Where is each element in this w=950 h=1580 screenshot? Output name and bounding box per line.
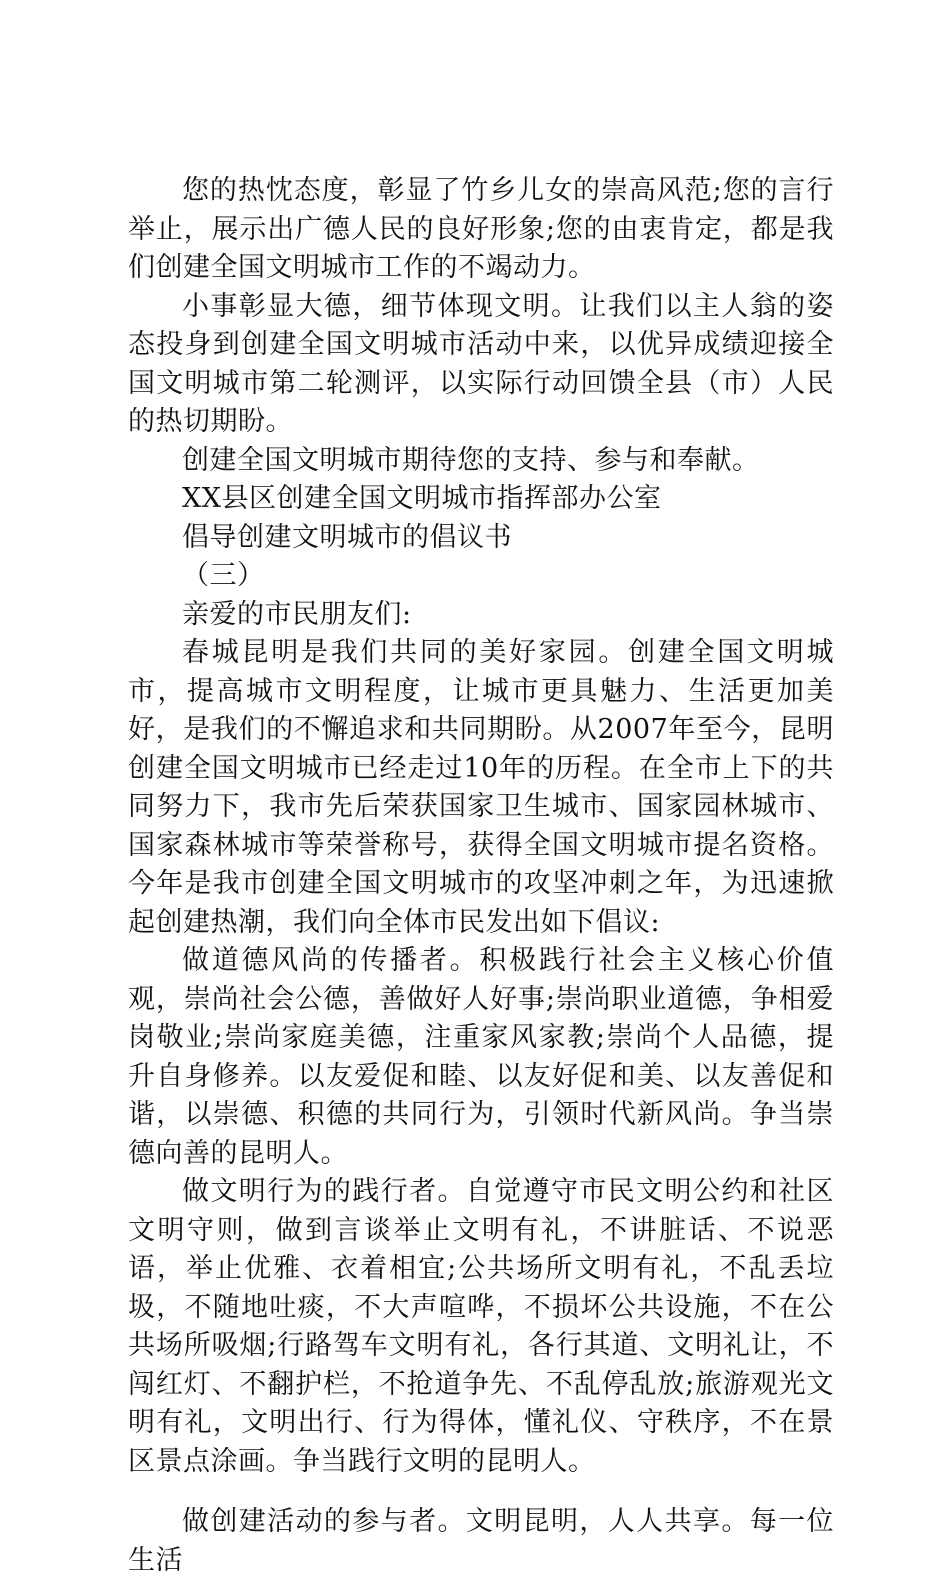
paragraph-praise: 您的热忱态度，彰显了竹乡儿女的崇高风范;您的言行举止，展示出广德人民的良好形象;您的由衷肯定，都是我们创建全国文明城市工作的不竭动力。 [128, 175, 834, 283]
paragraph-participation: 做创建活动的参与者。文明昆明，人人共享。每一位生活 [128, 1506, 834, 1576]
document-body [128, 172, 834, 1580]
paragraph-call-to-action: 小事彰显大德，细节体现文明。让我们以主人翁的姿态投身到创建全国文明城市活动中来，以优异成绩迎接全国文明城市第二轮测评，以实际行动回馈全县（市）人民的热切期盼。 [128, 290, 834, 437]
paragraph-civilized-behavior: 做文明行为的践行者。自觉遵守市民文明公约和社区文明守则，做到言谈举止文明有礼，不讲脏话、不说恶语，举止优雅、衣着相宜;公共场所文明有礼，不乱丢垃圾，不随地吐痰，不大声喧哗，不损坏公共设施，不在公共场所吸烟;行路驾车文明有礼，各行其道、文明礼让，不闯红灯、不翻护栏，不抢道争先、不乱停乱放;旅游观光文明有礼，文明出行、行为得体，懂礼仪、守秩序，不在景区景点涂画。争当践行文明的昆明人。 [128, 1176, 834, 1477]
section-title: 倡导创建文明城市的倡议书 [182, 521, 512, 553]
paragraph-morality: 做道德风尚的传播者。积极践行社会主义核心价值观，崇尚社会公德，善做好人好事;崇尚职业道德，争相爱岗敬业;崇尚家庭美德，注重家风家教;崇尚个人品德，提升自身修养。以友爱促和睦、以友好促和美、以友善促和谐，以崇德、积德的共同行为，引领时代新风尚。争当崇德向善的昆明人。 [128, 945, 834, 1169]
salutation: 亲爱的市民朋友们: [182, 598, 412, 630]
paragraph-closing: 创建全国文明城市期待您的支持、参与和奉献。 [182, 444, 760, 476]
signature-office: XX县区创建全国文明城市指挥部办公室 [182, 483, 662, 514]
paragraph-intro: 春城昆明是我们共同的美好家园。创建全国文明城市，提高城市文明程度，让城市更具魅力、生活更加美好，是我们的不懈追求和共同期盼。从2007年至今，昆明创建全国文明城市已经走过10年的历程。在全市上下的共同努力下，我市先后荣获国家卫生城市、国家园林城市、国家森林城市等荣誉称号，获得全国文明城市提名资格。今年是我市创建全国文明城市的攻坚冲刺之年，为迅速掀起创建热潮，我们向全体市民发出如下倡议: [128, 637, 834, 938]
section-number: （三） [182, 560, 265, 591]
